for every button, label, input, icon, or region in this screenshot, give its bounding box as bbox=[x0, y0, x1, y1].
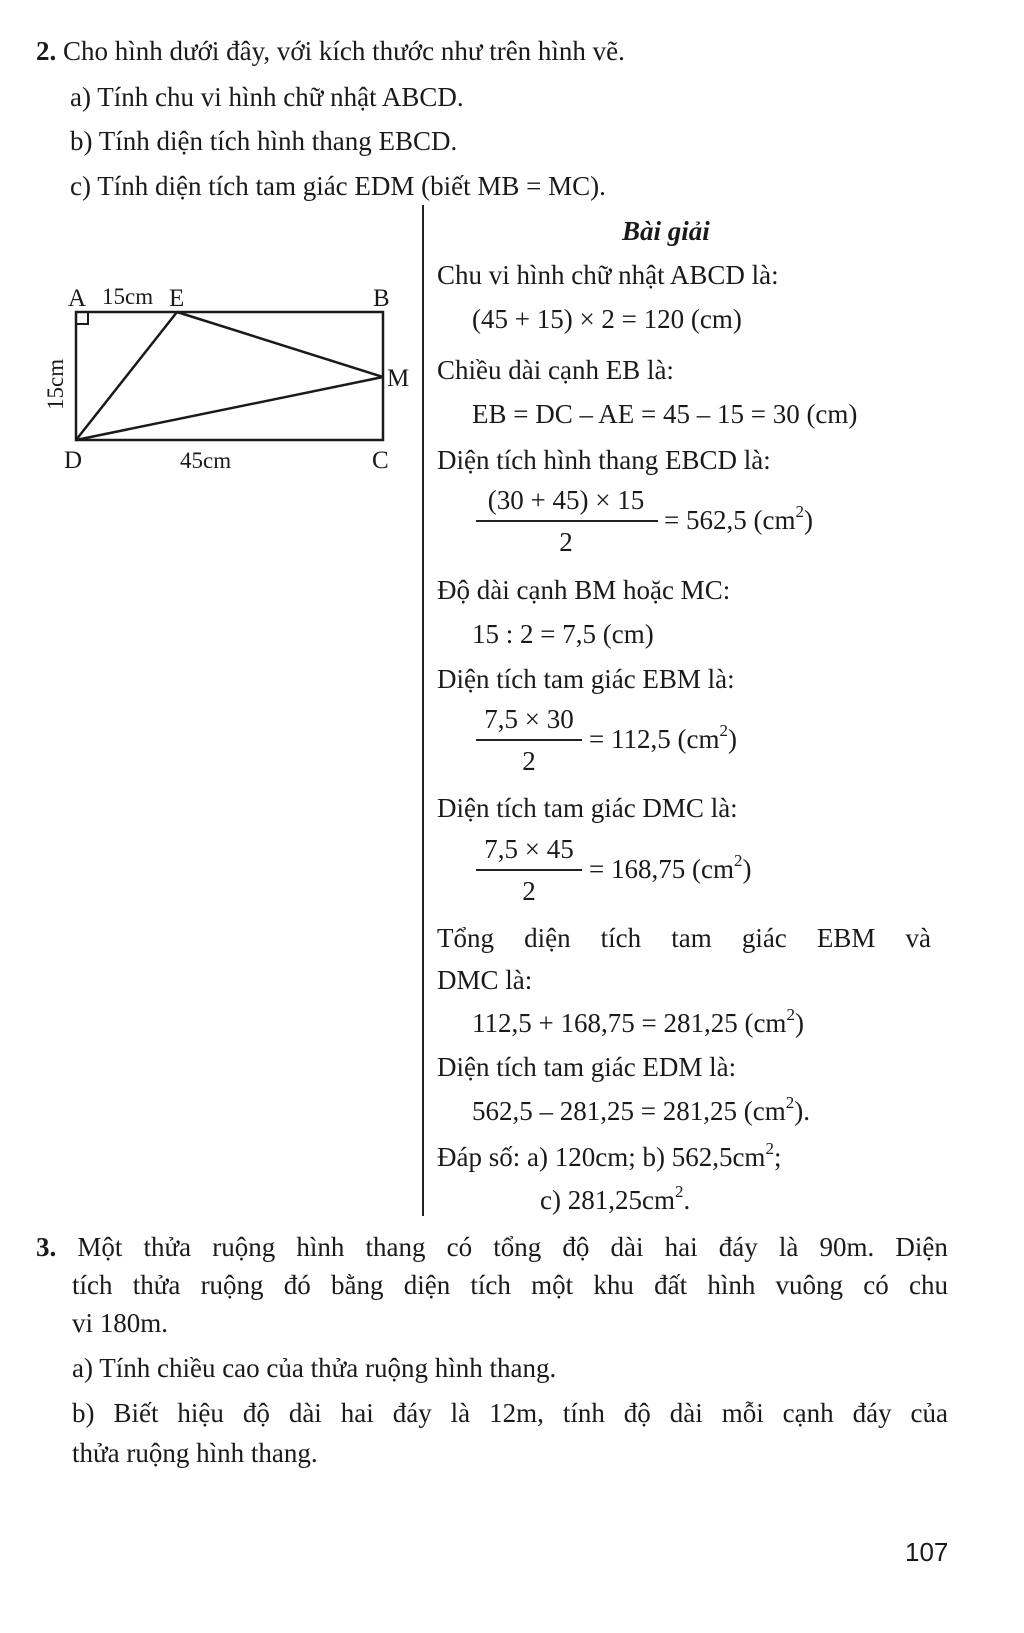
problem-3-part-b-line-2: thửa ruộng hình thang. bbox=[72, 1438, 318, 1468]
label-dim-ad: 15cm bbox=[43, 358, 68, 410]
solution-line-14: 562,5 – 281,25 = 281,25 $(cm^2)$. bbox=[472, 1093, 810, 1126]
label-dim-dc: 45cm bbox=[180, 448, 232, 473]
label-d: D bbox=[64, 447, 83, 474]
label-m: M bbox=[387, 365, 410, 392]
problem-2-part-a: a) Tính chu vi hình chữ nhật ABCD. bbox=[70, 82, 464, 112]
problem-3-line-1: 3. Một thửa ruộng hình thang có tổng độ dài hai đáy là 90m. Diện bbox=[36, 1232, 948, 1262]
label-c: C bbox=[372, 447, 389, 474]
solution-line-7: 15 : 2 = 7,5 (cm) bbox=[472, 619, 654, 649]
answer-line-1: Đáp số: a) 120cm; b) $562,5cm^2$; bbox=[437, 1139, 782, 1172]
segment-dm bbox=[76, 377, 383, 440]
fraction-1-bar bbox=[476, 520, 658, 522]
fraction-2-denominator: 2 bbox=[522, 746, 536, 776]
answer-line-2: c) $281,25cm^2$. bbox=[540, 1182, 691, 1215]
fraction-3-denominator: 2 bbox=[522, 876, 536, 906]
geometry-figure bbox=[30, 270, 420, 480]
solution-line-10: Tổng diện tích tam giác EBM và bbox=[437, 923, 931, 953]
fraction-1-result: = 562,5 $(cm^2)$ bbox=[664, 502, 813, 535]
problem-3-part-b-line-1: b) Biết hiệu độ dài hai đáy là 12m, tính độ dài mỗi cạnh đáy của bbox=[72, 1398, 948, 1428]
problem-3-part-a: a) Tính chiều cao của thửa ruộng hình thang. bbox=[72, 1353, 557, 1383]
solution-line-13: Diện tích tam giác EDM là: bbox=[437, 1052, 737, 1082]
page-number: 107 bbox=[905, 1537, 949, 1567]
fraction-trapezoid-area bbox=[476, 485, 856, 565]
segment-em bbox=[177, 312, 383, 377]
fraction-dmc-area bbox=[476, 834, 796, 914]
fraction-2-bar bbox=[476, 739, 582, 741]
solution-heading: Bài giải bbox=[622, 216, 710, 246]
problem-2-statement bbox=[36, 34, 625, 68]
column-divider bbox=[422, 205, 424, 1216]
label-dim-ae: 15cm bbox=[102, 284, 154, 309]
fraction-1-denominator: 2 bbox=[559, 527, 573, 557]
solution-line-11: DMC là: bbox=[437, 965, 533, 995]
solution-line-8: Diện tích tam giác EBM là: bbox=[437, 664, 735, 694]
solution-line-4: EB = DC – AE = 45 – 15 = 30 (cm) bbox=[472, 399, 858, 429]
solution-line-3: Chiều dài cạnh EB là: bbox=[437, 355, 674, 385]
right-angle-mark bbox=[76, 312, 88, 324]
fraction-3-numerator: 7,5 × 45 bbox=[484, 834, 574, 864]
label-a: A bbox=[68, 285, 87, 312]
problem-2-number: 2. bbox=[36, 36, 57, 66]
label-b: B bbox=[373, 285, 390, 312]
problem-3-number: 3. bbox=[36, 1232, 57, 1262]
label-e: E bbox=[169, 285, 185, 312]
solution-line-2: (45 + 15) × 2 = 120 (cm) bbox=[472, 304, 742, 334]
solution-line-12: 112,5 + 168,75 = 281,25 $(cm^2)$ bbox=[472, 1005, 804, 1038]
solution-line-5: Diện tích hình thang EBCD là: bbox=[437, 445, 771, 475]
solution-line-6: Độ dài cạnh BM hoặc MC: bbox=[437, 575, 731, 605]
fraction-ebm-area bbox=[476, 704, 796, 784]
problem-3-line-2: tích thửa ruộng đó bằng diện tích một khu đất hình vuông có chu bbox=[72, 1270, 948, 1300]
fraction-3-bar bbox=[476, 869, 582, 871]
rectangle-abcd bbox=[76, 312, 383, 440]
solution-line-1: Chu vi hình chữ nhật ABCD là: bbox=[437, 260, 779, 290]
problem-2-part-c: c) Tính diện tích tam giác EDM (biết MB = MC). bbox=[70, 171, 606, 201]
fraction-2-numerator: 7,5 × 30 bbox=[484, 704, 574, 734]
fraction-3-result: = 168,75 $(cm^2)$ bbox=[589, 851, 752, 884]
fraction-2-result: = 112,5 $(cm^2)$ bbox=[589, 721, 737, 754]
segment-ed bbox=[76, 312, 177, 440]
solution-line-9: Diện tích tam giác DMC là: bbox=[437, 793, 738, 823]
fraction-1-numerator: (30 + 45) × 15 bbox=[487, 485, 645, 515]
problem-2-part-b: b) Tính diện tích hình thang EBCD. bbox=[70, 126, 458, 156]
problem-3-line-3: vi 180m. bbox=[72, 1308, 169, 1338]
problem-2-text: Cho hình dưới đây, với kích thước như trên hình vẽ. bbox=[63, 36, 625, 66]
